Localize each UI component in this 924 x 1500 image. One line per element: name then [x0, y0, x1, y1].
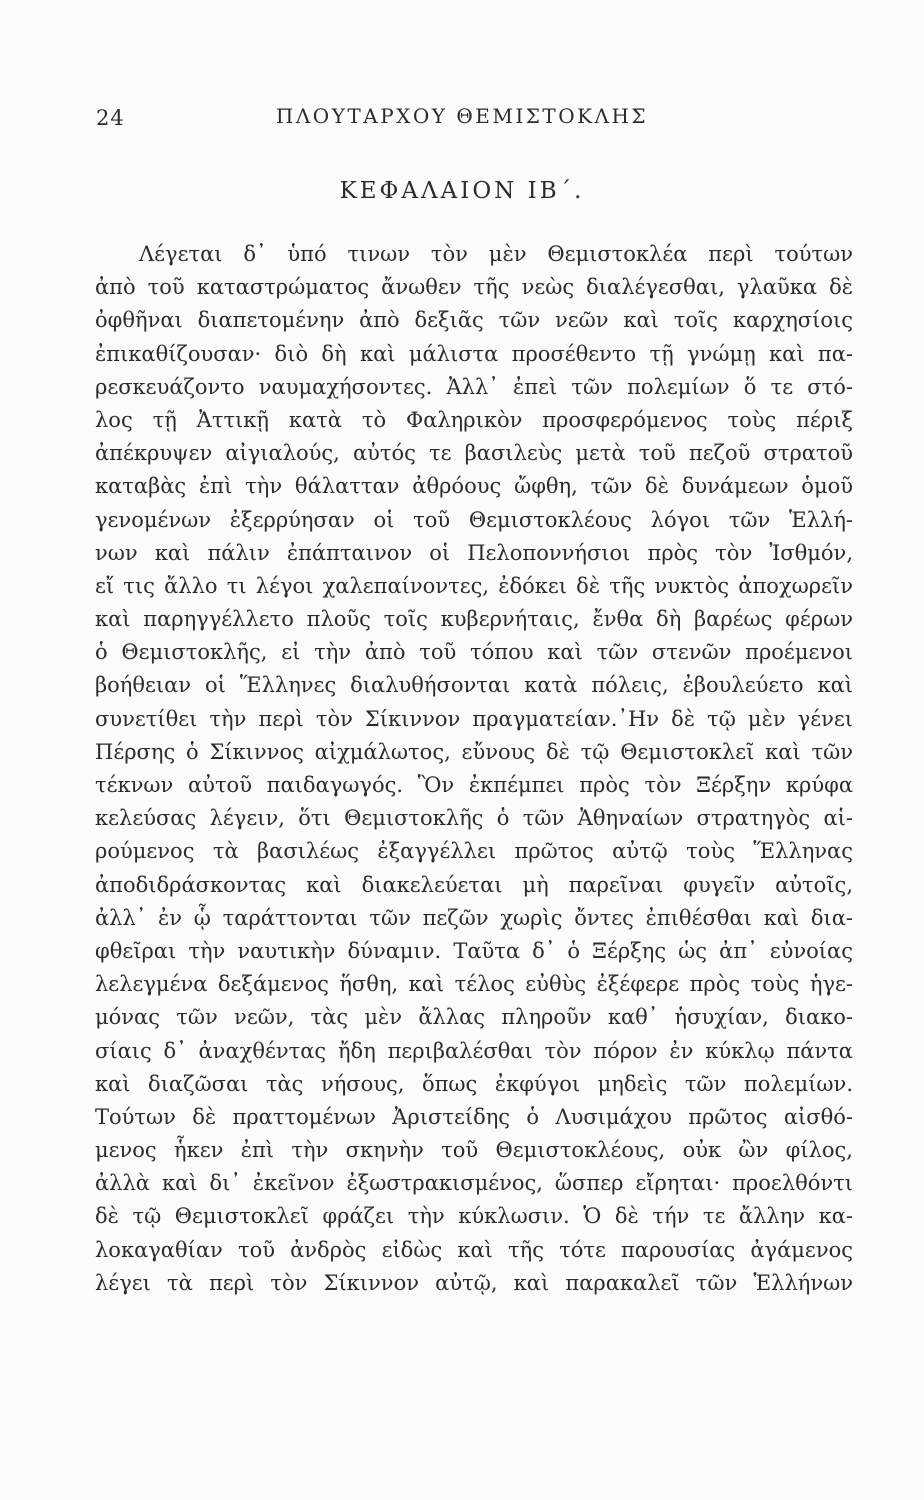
- text-line: ἀλλὰ καὶ δι᾽ ἐκεῖνον ἐξωστρακισμένος, ὥσπερ εἴρηται· προελθόντι: [95, 1171, 853, 1196]
- text-line: ἀλλ᾽ ἐν ᾧ ταράττονται τῶν πεζῶν χωρὶς ὄντες ἐπιθέσθαι καὶ δια-: [95, 905, 853, 930]
- text-line: λοκαγαθίαν τοῦ ἀνδρὸς εἰδὼς καὶ τῆς τότε παρουσίας ἀγάμενος: [95, 1237, 853, 1262]
- text-line: ἀποδιδράσκοντας καὶ διακελεύεται μὴ παρεῖναι φυγεῖν αὐτοῖς,: [95, 872, 853, 897]
- text-line: γενομένων ἐξερρύησαν οἱ τοῦ Θεμιστοκλέους λόγοι τῶν Ἑλλή-: [95, 507, 853, 532]
- text-line: Πέρσης ὁ Σίκιννος αἰχμάλωτος, εὔνους δὲ τῷ Θεμιστοκλεῖ καὶ τῶν: [95, 739, 853, 764]
- text-line: κελεύσας λέγειν, ὅτι Θεμιστοκλῆς ὁ τῶν Ἀθηναίων στρατηγὸς αἱ-: [95, 806, 853, 831]
- text-line: λελεγμένα δεξάμενος ἥσθη, καὶ τέλος εὐθὺς ἐξέφερε πρὸς τοὺς ἡγε-: [95, 972, 853, 997]
- text-line: τέκνων αὐτοῦ παιδαγωγός. Ὃν ἐκπέμπει πρὸς τὸν Ξέρξην κρύφα: [95, 773, 853, 797]
- text-line: μενος ἧκεν ἐπὶ τὴν σκηνὴν τοῦ Θεμιστοκλέους, οὐκ ὢν φίλος,: [95, 1138, 853, 1163]
- chapter-title: ΚΕΦΑΛΑΙΟΝ ΙΒ΄.: [339, 178, 585, 204]
- text-line: λέγει τὰ περὶ τὸν Σίκιννον αὐτῷ, καὶ παρακαλεῖ τῶν Ἑλλήνων: [95, 1270, 853, 1295]
- text-line: ὀφθῆναι διαπετομένην ἀπὸ δεξιᾶς τῶν νεῶν καὶ τοῖς καρχησίοις: [95, 308, 853, 333]
- text-line: ἐπικαθίζουσαν· διὸ δὴ καὶ μάλιστα προσέθεντο τῇ γνώμῃ καὶ πα-: [95, 341, 853, 366]
- text-line: καὶ παρηγγέλλετο πλοῦς τοῖς κυβερνήταις, ἔνθα δὴ βαρέως φέρων: [95, 607, 853, 632]
- text-line: Τούτων δὲ πραττομένων Ἀριστείδης ὁ Λυσιμάχου πρῶτος αἰσθό-: [95, 1104, 853, 1129]
- text-line: καὶ διαζῶσαι τὰς νήσους, ὅπως ἐκφύγοι μηδεὶς τῶν πολεμίων.: [95, 1071, 853, 1096]
- text-line: ρούμενος τὰ βασιλέως ἐξαγγέλλει πρῶτος αὐτῷ τοὺς Ἕλληνας: [95, 839, 853, 864]
- running-head: ΠΛΟΥΤΑΡΧΟΥ ΘΕΜΙΣΤΟΚΛΗΣ: [275, 104, 649, 128]
- text-line: ἀπέκρυψεν αἰγιαλούς, αὐτός τε βασιλεὺς μετὰ τοῦ πεζοῦ στρατοῦ: [95, 441, 853, 466]
- text-line: ἀπὸ τοῦ καταστρώματος ἄνωθεν τῆς νεὼς διαλέγεσθαι, γλαῦκα δὲ: [95, 275, 853, 300]
- text-line: δὲ τῷ Θεμιστοκλεῖ φράζει τὴν κύκλωσιν. Ὁ δὲ τήν τε ἄλλην κα-: [95, 1204, 853, 1229]
- text-line: μόνας τῶν νεῶν, τὰς μὲν ἄλλας πληροῦν καθ᾽ ἡσυχίαν, διακο-: [95, 1005, 853, 1030]
- text-line: σίαις δ᾽ ἀναχθέντας ἤδη περιβαλέσθαι τὸν πόρον ἐν κύκλῳ πάντα: [95, 1038, 853, 1063]
- text-line: βοήθειαν οἱ Ἕλληνες διαλυθήσονται κατὰ πόλεις, ἐβουλεύετο καὶ: [95, 673, 853, 698]
- text-line: καταβὰς ἐπὶ τὴν θάλατταν ἀθρόους ὤφθη, τῶν δὲ δυνάμεων ὁμοῦ: [95, 474, 853, 499]
- text-line: Λέγεται δ᾽ ὑπό τινων τὸν μὲν Θεμιστοκλέα περὶ τούτων: [139, 242, 853, 266]
- text-line: νων καὶ πάλιν ἐπάπταινον οἱ Πελοποννήσιοι πρὸς τὸν Ἰσθμόν,: [95, 540, 853, 565]
- text-line: φθεῖραι τὴν ναυτικὴν δύναμιν. Ταῦτα δ᾽ ὁ Ξέρξης ὡς ἀπ᾽ εὐνοίας: [95, 938, 853, 963]
- text-line: εἴ τις ἄλλο τι λέγοι χαλεπαίνοντες, ἐδόκει δὲ τῆς νυκτὸς ἀποχωρεῖν: [95, 573, 853, 598]
- text-line: ὁ Θεμιστοκλῆς, εἰ τὴν ἀπὸ τοῦ τόπου καὶ τῶν στενῶν προέμενοι: [95, 640, 853, 665]
- text-line: λος τῇ Ἀττικῇ κατὰ τὸ Φαληρικὸν προσφερόμενος τοὺς πέριξ: [95, 407, 853, 432]
- text-line: ρεσκευάζοντο ναυμαχήσοντες. Ἀλλ᾽ ἐπεὶ τῶν πολεμίων ὅ τε στό-: [95, 374, 853, 399]
- text-line: συνετίθει τὴν περὶ τὸν Σίκιννον πραγματείαν.᾿Ην δὲ τῷ μὲν γένει: [95, 706, 853, 731]
- body-text: [95, 238, 853, 1300]
- page-number: 24: [96, 106, 125, 130]
